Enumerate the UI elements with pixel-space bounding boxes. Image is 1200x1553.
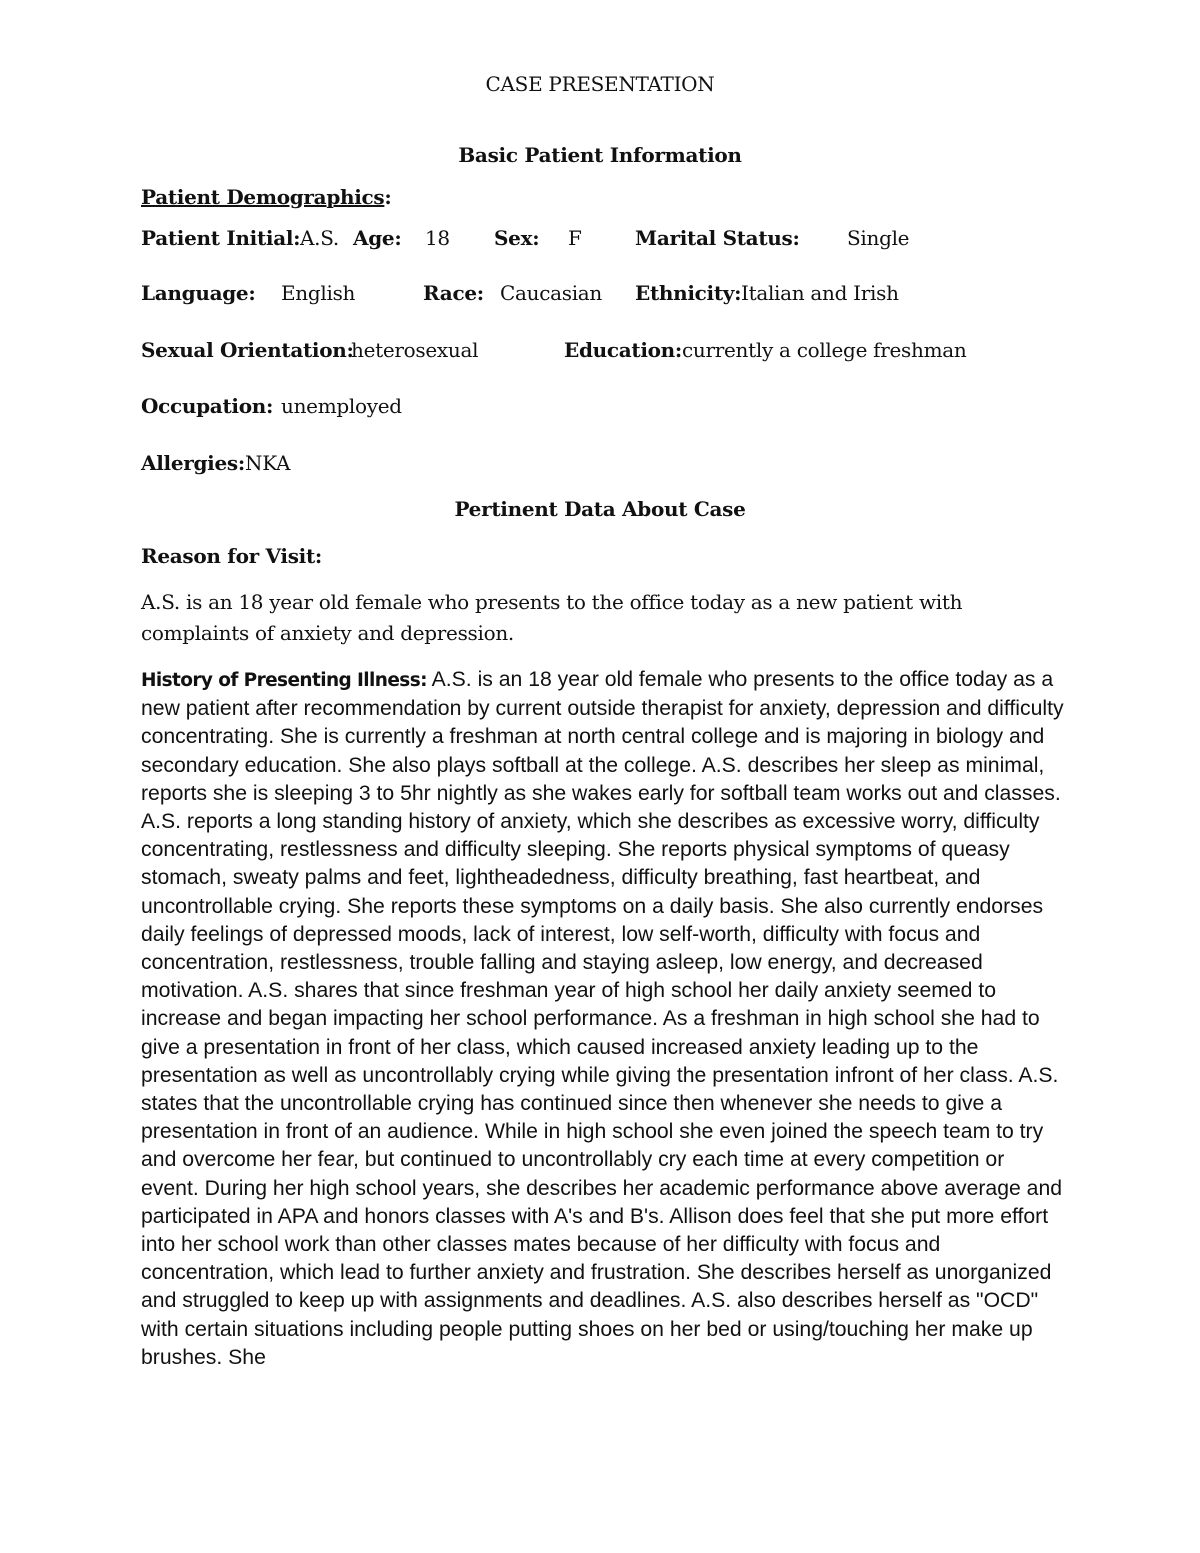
demographics-heading-colon: : [384,185,392,209]
marital-status-value: Single [847,226,910,250]
occupation-value: unemployed [281,394,402,418]
ethnicity-value: Italian and Irish [741,281,899,305]
hpi-text: A.S. is an 18 year old female who presents to the office today as a new patient after recommendation by current outside therapist for anxiety, depression and difficulty concentrating. She is currently a freshman at north central college and is majoring in biology and secondary education. She also plays softball at the college. A.S. describes her sleep as minimal, reports she is sleeping 3 to 5hr nightly as she wakes early for softball team works out and classes. A.S. reports a long standing history of anxiety, which she describes as excessive worry, difficulty concentrating, restlessness and difficulty sleeping. She reports physical symptoms of queasy stomach, sweaty palms and feet, lightheadedness, difficulty breathing, fast heartbeat, and uncontrollable crying. She reports these symptoms on a daily basis. She also currently endorses daily feelings of depressed moods, lack of interest, low self-worth, difficulty with focus and concentration, restlessness, trouble falling and staying asleep, low energy, and decreased motivation. A.S. shares that since freshman year of high school her daily anxiety seemed to increase and began impacting her school performance. As a freshman in high school she had to give a presentation in front of her class, which caused increased anxiety leading up to the presentation as well as uncontrollably crying while giving the presentation infront of her class. A.S. states that the uncontrollable crying has continued since then whenever she needs to give a presentation in front of an audience. While in high school she even joined the speech team to try and overcome her fear, but continued to uncontrollably cry each time at every competition or event. During her high school years, she describes her academic performance above average and participated in APA and honors classes with A's and B's. Allison does feel that she put more effort into her school work than other classes mates because of her difficulty with focus and concentration, which lead to further anxiety and frustration. She describes herself as unorganized and struggled to keep up with assignments and deadlines. A.S. also describes herself as "OCD" with certain situations including people putting shoes on her bed or using/touching her make up brushes. She [141,668,1064,1369]
allergies-value: NKA [245,451,291,475]
marital-status-label: Marital Status: [635,226,800,250]
reason-for-visit-label: Reason for Visit: [141,544,322,568]
sexual-orientation-label: Sexual Orientation: [141,338,354,362]
allergies-label: Allergies: [141,451,245,475]
reason-for-visit-text: A.S. is an 18 year old female who presents to the office today as a new patient with complaints of anxiety and depression. [141,590,963,645]
education-value: currently a college freshman [682,338,967,362]
demographics-heading-text: Patient Demographics [141,185,385,209]
sex-value: F [568,226,582,250]
age-label: Age: [353,226,402,250]
sexual-orientation-value: heterosexual [351,338,479,362]
education-label: Education: [564,338,683,362]
ethnicity-label: Ethnicity: [635,281,742,305]
age-value: 18 [425,226,450,250]
section-heading-pertinent-data: Pertinent Data About Case [454,497,746,521]
race-value: Caucasian [500,281,602,305]
section-heading-basic-info: Basic Patient Information [458,143,742,167]
document-title: CASE PRESENTATION [485,72,715,96]
language-label: Language: [141,281,256,305]
demographics-heading [141,185,391,209]
history-of-presenting-illness [141,666,1066,1372]
hpi-label: History of Presenting Illness: [141,670,427,691]
language-value: English [281,281,356,305]
occupation-label: Occupation: [141,394,274,418]
sex-label: Sex: [494,226,540,250]
race-label: Race: [423,281,484,305]
patient-initial-value: A.S. [300,226,339,250]
patient-initial-label: Patient Initial: [141,226,301,250]
